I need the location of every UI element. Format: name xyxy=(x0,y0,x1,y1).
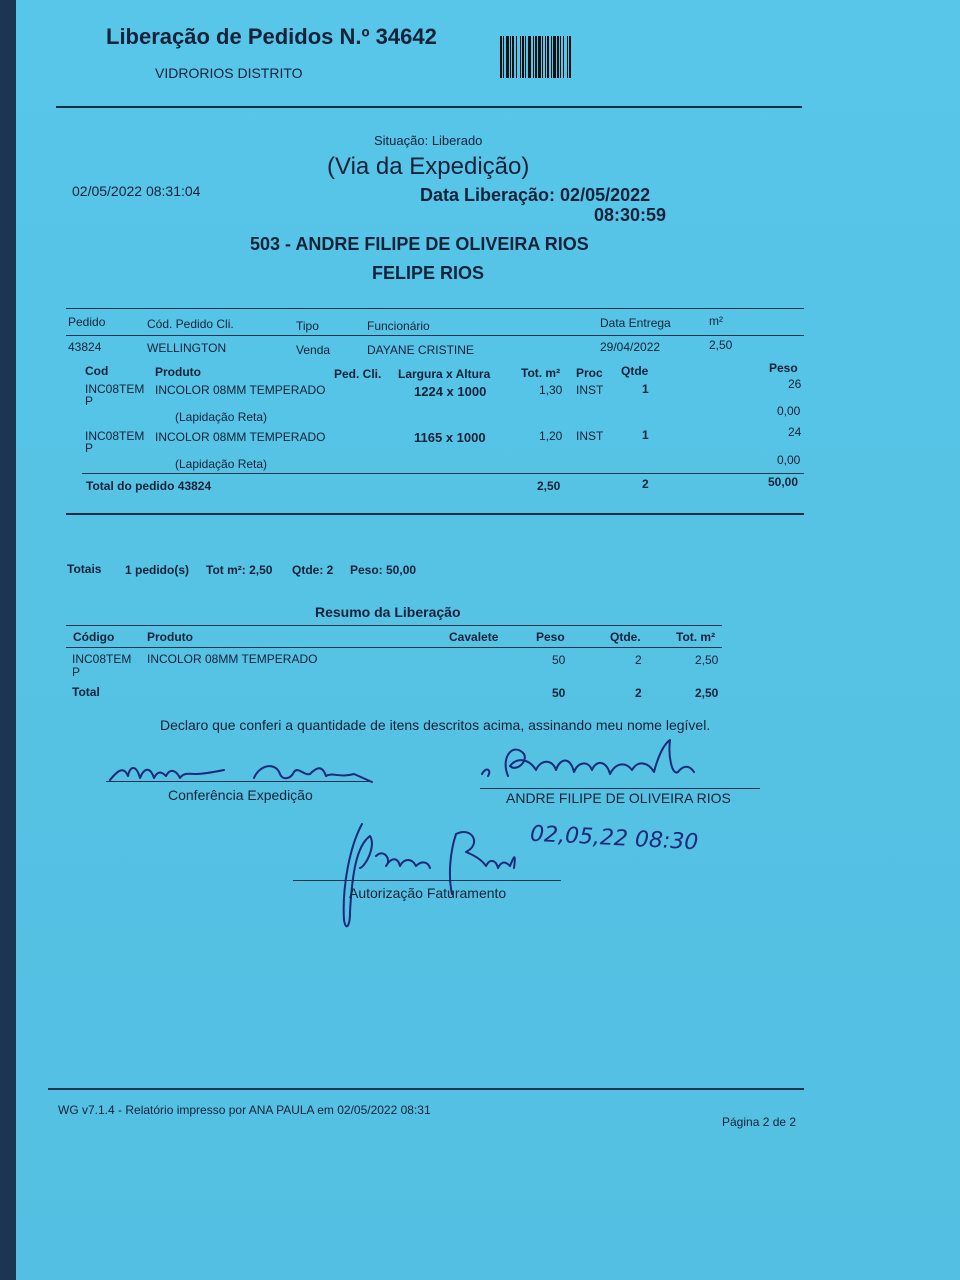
item-dimensions: 1224 x 1000 xyxy=(414,384,487,399)
item-cod-suffix: P xyxy=(85,441,94,455)
col-data-entrega: Data Entrega xyxy=(600,316,671,330)
item-processing-note: (Lapidação Reta) xyxy=(175,410,268,424)
printed-timestamp: 02/05/2022 08:31:04 xyxy=(72,183,201,199)
order-data-entrega: 29/04/2022 xyxy=(600,340,661,354)
col-m2: m² xyxy=(709,314,723,328)
order-total-peso: 50,00 xyxy=(768,475,799,489)
barcode xyxy=(500,36,628,78)
resumo-codigo-suffix: P xyxy=(72,665,81,679)
resumo-top-rule xyxy=(66,625,722,626)
declaration-text: Declaro que conferi a quantidade de itens descritos acima, assinando meu nome legível. xyxy=(160,717,711,733)
totals-pedidos: 1 pedido(s) xyxy=(125,563,190,577)
order-header-rule xyxy=(66,335,804,336)
resumo-col-cavalete: Cavalete xyxy=(449,630,499,644)
resumo-qtde: 2 xyxy=(635,653,642,667)
item-qtde: 1 xyxy=(642,382,649,396)
resumo-col-produto: Produto xyxy=(147,630,193,644)
col-pedido: Pedido xyxy=(68,315,106,329)
order-cod-pedido-cli: WELLINGTON xyxy=(147,341,227,355)
order-pedido: 43824 xyxy=(68,340,102,354)
signature-label-conferencia: Conferência Expedição xyxy=(168,787,313,803)
resumo-title: Resumo da Liberação xyxy=(315,604,461,620)
item-peso: 24 xyxy=(788,425,802,439)
barcode-bar xyxy=(571,36,572,78)
col-tipo: Tipo xyxy=(296,319,319,333)
item-produto: INCOLOR 08MM TEMPERADO xyxy=(155,383,326,397)
item-tot-m2: 1,30 xyxy=(539,383,563,397)
item-proc: INST xyxy=(576,383,604,397)
status-situacao: Situação: Liberado xyxy=(374,133,483,148)
item-processing-note: (Lapidação Reta) xyxy=(175,457,268,471)
item-sub-peso: 0,00 xyxy=(777,453,801,467)
order-table-bottom-rule xyxy=(66,513,804,515)
item-cod: INC08TEM xyxy=(85,429,145,443)
totals-qtde: Qtde: 2 xyxy=(292,563,334,577)
signature-label-autorizacao: Autorização Faturamento xyxy=(349,885,507,901)
resumo-total-tot-m2: 2,50 xyxy=(695,686,719,700)
resumo-total-peso: 50 xyxy=(552,686,566,700)
item-peso: 26 xyxy=(788,377,802,391)
item-col-qtde: Qtde xyxy=(621,364,649,378)
resumo-col-tot-m2: Tot. m² xyxy=(676,630,716,644)
release-date: Data Liberação: 02/05/2022 xyxy=(420,185,651,205)
handwritten-date: 02,05,22 08:30 xyxy=(529,821,699,856)
resumo-produto: INCOLOR 08MM TEMPERADO xyxy=(147,652,318,666)
order-tipo: Venda xyxy=(296,343,331,357)
resumo-peso: 50 xyxy=(552,653,566,667)
signature-conferencia xyxy=(104,752,379,792)
order-table-top-rule xyxy=(66,308,804,309)
item-tot-m2: 1,20 xyxy=(539,429,563,443)
signature-label-cliente: ANDRE FILIPE DE OLIVEIRA RIOS xyxy=(506,790,731,806)
release-time: 08:30:59 xyxy=(594,205,667,225)
via-label: (Via da Expedição) xyxy=(327,153,530,180)
item-sub-peso: 0,00 xyxy=(777,404,801,418)
item-col-proc: Proc xyxy=(576,366,603,380)
signature-cliente xyxy=(478,736,718,792)
item-col-peso: Peso xyxy=(769,361,798,375)
order-funcionario: DAYANE CRISTINE xyxy=(367,343,474,357)
item-proc: INST xyxy=(576,429,604,443)
order-total-m2: 2,50 xyxy=(537,479,561,493)
item-col-produto: Produto xyxy=(155,365,201,379)
footer-page-number: Página 2 de 2 xyxy=(722,1115,797,1129)
item-qtde: 1 xyxy=(642,428,649,442)
col-cod-pedido-cli: Cód. Pedido Cli. xyxy=(147,317,234,331)
footer-rule xyxy=(48,1088,804,1090)
resumo-tot-m2: 2,50 xyxy=(695,653,719,667)
client-name: 503 - ANDRE FILIPE DE OLIVEIRA RIOS xyxy=(250,234,589,254)
resumo-codigo: INC08TEM xyxy=(72,652,132,666)
item-col-largura-altura: Largura x Altura xyxy=(398,367,491,381)
header-divider xyxy=(56,106,802,108)
resumo-col-codigo: Código xyxy=(73,630,115,644)
resumo-col-peso: Peso xyxy=(536,630,565,644)
item-cod-suffix: P xyxy=(85,394,94,408)
item-dimensions: 1165 x 1000 xyxy=(414,430,486,445)
item-col-ped-cli: Ped. Cli. xyxy=(334,367,382,381)
client-short-name: FELIPE RIOS xyxy=(372,263,485,283)
totals-label: Totais xyxy=(67,562,102,576)
resumo-total-label: Total xyxy=(72,685,100,699)
totals-peso: Peso: 50,00 xyxy=(350,563,417,577)
document-title: Liberação de Pedidos N.º 34642 xyxy=(106,24,437,49)
item-cod: INC08TEM xyxy=(85,382,145,396)
order-total-rule xyxy=(82,473,804,474)
resumo-total-qtde: 2 xyxy=(635,686,642,700)
item-produto: INCOLOR 08MM TEMPERADO xyxy=(155,430,326,444)
item-col-tot-m2: Tot. m² xyxy=(521,366,561,380)
company-name: VIDRORIOS DISTRITO xyxy=(155,65,303,81)
resumo-col-qtde: Qtde. xyxy=(610,630,641,644)
totals-tot-m2: Tot m²: 2,50 xyxy=(206,563,273,577)
order-total-label: Total do pedido 43824 xyxy=(86,479,212,493)
order-m2: 2,50 xyxy=(709,338,733,352)
item-col-cod: Cod xyxy=(85,364,109,378)
resumo-header-rule xyxy=(66,647,722,648)
footer-printed-by: WG v7.1.4 - Relatório impresso por ANA PAULA em 02/05/2022 08:31 xyxy=(58,1103,431,1117)
order-total-qtde: 2 xyxy=(642,477,649,491)
col-funcionario: Funcionário xyxy=(367,319,430,333)
signature-autorizacao xyxy=(336,816,526,936)
